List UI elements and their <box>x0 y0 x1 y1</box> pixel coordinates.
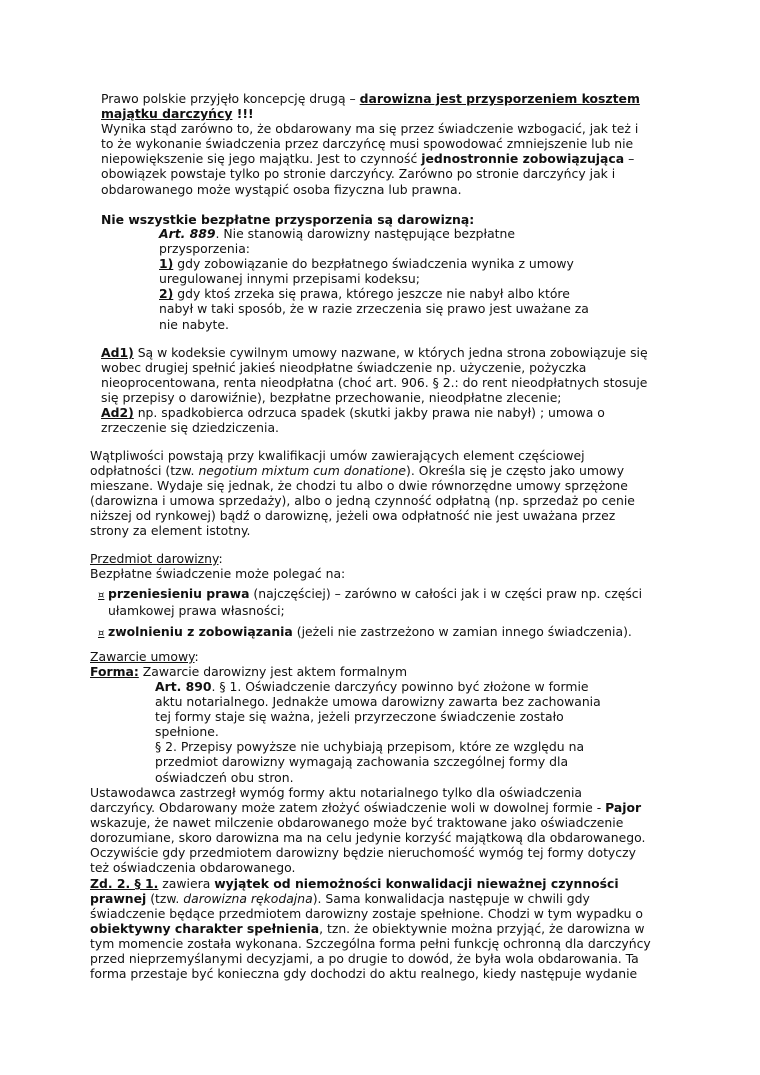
bullet-icon: ¤ <box>98 628 105 640</box>
text-span: (najczęściej) – zarówno w całości jak i w części praw np. części <box>249 586 643 601</box>
text-span: ). Sama konwalidacja następuje w chwili gdy <box>312 890 590 906</box>
text-line: wskazuje, że nawet milczenie obdarowanego może być traktowane jako oświadczenie <box>90 815 624 831</box>
text-line: wobec drugiej spełnić jakieś nieodpłatne świadczenie np. użyczenie, pożyczka <box>101 360 587 376</box>
text-line: spełnione. <box>155 724 219 740</box>
bullet-list <box>98 586 642 641</box>
text-line: tym momencie została wykonana. Szczególna forma pełni funkcję ochronną dla darczyńcy <box>90 935 651 951</box>
latin-term: negotium mixtum cum donatione <box>198 463 407 479</box>
sentence-reference: Zd. 2. § 1. <box>90 875 159 891</box>
text-span: . Nie stanowią darowizny następujące bezpłatne <box>215 226 515 241</box>
bullet-icon: ¤ <box>98 590 105 601</box>
text-line: uregulowanej innymi przepisami kodeksu; <box>159 271 420 287</box>
text-line: aktu notarialnego. Jednakże umowa darowizny zawarta bez zachowania <box>155 694 601 710</box>
emphasis-definition: darowizna jest przysporzeniem kosztem <box>359 91 640 106</box>
text-line: Wynika stąd zarówno to, że obdarowany ma się przez świadczenie wzbogacić, jak też i <box>101 121 639 137</box>
text-line: nieoprocentowana, renta nieodpłatna (choć art. 906. § 2.: do rent nieodpłatnych stosuje <box>101 375 648 391</box>
text-line: to że wykonanie świadczenia przez darczyńcę musi spowodować zmniejszenie lub nie <box>101 136 634 152</box>
article-889-quote <box>159 226 589 332</box>
point-number: 1) <box>159 256 174 272</box>
text-line: strony za element istotny. <box>90 523 251 539</box>
text-line: się przepisy o darowiźnie), bezpłatne przechowanie, nieodpłatne zlecenie; <box>101 390 562 406</box>
text-line: forma przestaje być konieczna gdy dochodzi do aktu realnego, kiedy następuje wydanie <box>90 966 638 982</box>
italic-term: darowizna rękodajna <box>183 890 313 906</box>
bold-term: przeniesieniu prawa <box>108 586 250 601</box>
text-span: zawiera <box>158 875 215 891</box>
text-line: przysporzenia: <box>159 241 250 257</box>
text-line: Ustawodawca zastrzegł wymóg formy aktu notarialnego tylko dla oświadczenia <box>90 785 583 800</box>
text-line: oświadczeń obu stron. <box>155 769 294 785</box>
text-line: przed nieprzemyślanymi decyzjami, a po drugie to dowód, że była wola obdarowania. Ta <box>90 951 639 967</box>
text-span: : <box>218 551 223 566</box>
bold-term: prawnej <box>90 890 147 906</box>
text-span: (tzw. <box>146 890 184 906</box>
text-line: świadczenie będące przedmiotem darowizny zostaje spełnione. Chodzi w tym wypadku o <box>90 905 643 921</box>
text-line: obdarowanego może wystąpić osoba fizyczna lub prawna. <box>101 181 462 197</box>
list-item <box>98 586 642 603</box>
contract-conclusion-section <box>90 649 407 679</box>
intro-paragraph <box>101 91 640 197</box>
text-span: odpłatności (tzw. <box>90 463 199 479</box>
text-span: . § 1. Oświadczenie darczyńcy powinno być złożone w formie <box>211 679 589 694</box>
section-heading-not-all-donations: Nie wszystkie bezpłatne przysporzenia są darowizną: <box>101 212 475 227</box>
text-line: ułamkowej prawa własności; <box>108 603 285 619</box>
text-line: nabył w taki sposób, że w razie zrzeczenia się prawo jest uważane za <box>159 301 589 317</box>
mixed-contracts-paragraph <box>90 448 635 539</box>
text-span: gdy ktoś zrzeka się prawa, którego jeszcze nie nabył albo które <box>173 286 570 302</box>
text-span: Zawarcie darowizny jest aktem formalnym <box>138 664 408 680</box>
ad-explanations <box>101 345 648 436</box>
article-890-quote <box>155 679 601 785</box>
exclamation: !!! <box>232 106 254 122</box>
text-line: przedmiot darowizny wymagają zachowania szczególnej formy dla <box>155 754 569 770</box>
section-heading-conclusion: Zawarcie umowy <box>90 649 195 664</box>
text-line: Oczywiście gdy przedmiotem darowizny będzie nieruchomość wymóg tej formy dotyczy <box>90 845 636 861</box>
author-name: Pajor <box>605 800 642 816</box>
text-line: niższej od rynkowej) bądź o darowiznę, jeżeli owa odpłatność nie jest uważana przez <box>90 508 616 524</box>
list-item <box>98 624 642 641</box>
ad2-label: Ad2) <box>101 405 134 421</box>
text-span: gdy zobowiązanie do bezpłatnego świadczenia wynika z umowy <box>173 256 574 272</box>
section-heading-subject: Przedmiot darowizny <box>90 551 219 566</box>
text-span: – <box>624 151 635 167</box>
bold-term: jednostronnie zobowiązująca <box>421 151 625 167</box>
text-line: też oświadczenia obdarowanego. <box>90 860 296 876</box>
bold-term: zwolnieniu z zobowiązania <box>108 624 293 640</box>
bold-term: wyjątek od niemożności konwalidacji nieważnej czynności <box>214 875 619 891</box>
text-span: ). Określa się je często jako umowy <box>406 463 625 479</box>
text-line: dorozumiane, skoro darowizna ma na celu jedynie korzyść majątkową dla obdarowanego. <box>90 830 646 846</box>
text-line: mieszane. Wydaje się jednak, że chodzi tu albo o dwie równorzędne umowy sprzężone <box>90 478 628 494</box>
text-line: zrzeczenie się dziedziczenia. <box>101 420 279 436</box>
form-label: Forma: <box>90 664 139 680</box>
text-span: (jeżeli nie zastrzeżono w zamian innego świadczenia). <box>292 624 632 640</box>
text-span: darczyńcy. Obdarowany może zatem złożyć oświadczenie woli w dowolnej formie - <box>90 800 606 816</box>
text-span: niepowiększenie się jego majątku. Jest to czynność <box>101 151 422 167</box>
text-line: Bezpłatne świadczenie może polegać na: <box>90 566 346 582</box>
emphasis-definition-end: majątku darczyńcy <box>101 106 233 122</box>
text-span: Są w kodeksie cywilnym umowy nazwane, w których jedna strona zobowiązuje się <box>133 345 648 360</box>
text-line: (darowizna i umowa sprzedaży), albo o jedną czynność odpłatną (np. sprzedaż po cenie <box>90 493 635 509</box>
text-line: Wątpliwości powstają przy kwalifikacji umów zawierających element częściowej <box>90 448 585 463</box>
article-label: Art. 890 <box>155 679 212 694</box>
text-span: np. spadkobierca odrzuca spadek (skutki jakby prawa nie nabył) ; umowa o <box>133 405 605 421</box>
ad1-label: Ad1) <box>101 345 134 360</box>
text-span: Prawo polskie przyjęło koncepcję drugą – <box>101 91 360 106</box>
subject-section <box>90 551 345 581</box>
article-label: Art. 889 <box>159 226 216 241</box>
text-line: obowiązek powstaje tylko po stronie darczyńcy. Zarówno po stronie darczyńcy jak i <box>101 166 616 182</box>
bold-term: obiektywny charakter spełnienia <box>90 920 320 936</box>
text-line: tej formy staje się ważna, jeżeli przyrzeczone świadczenie zostało <box>155 709 564 725</box>
form-commentary <box>90 785 651 981</box>
point-number: 2) <box>159 286 174 302</box>
text-span: : <box>194 649 199 664</box>
text-line: § 2. Przepisy powyższe nie uchybiają przepisom, które ze względu na <box>155 739 585 755</box>
text-span: , tzn. że obiektywnie można przyjąć, że darowizna w <box>319 920 645 936</box>
text-line: nie nabyte. <box>159 316 229 332</box>
